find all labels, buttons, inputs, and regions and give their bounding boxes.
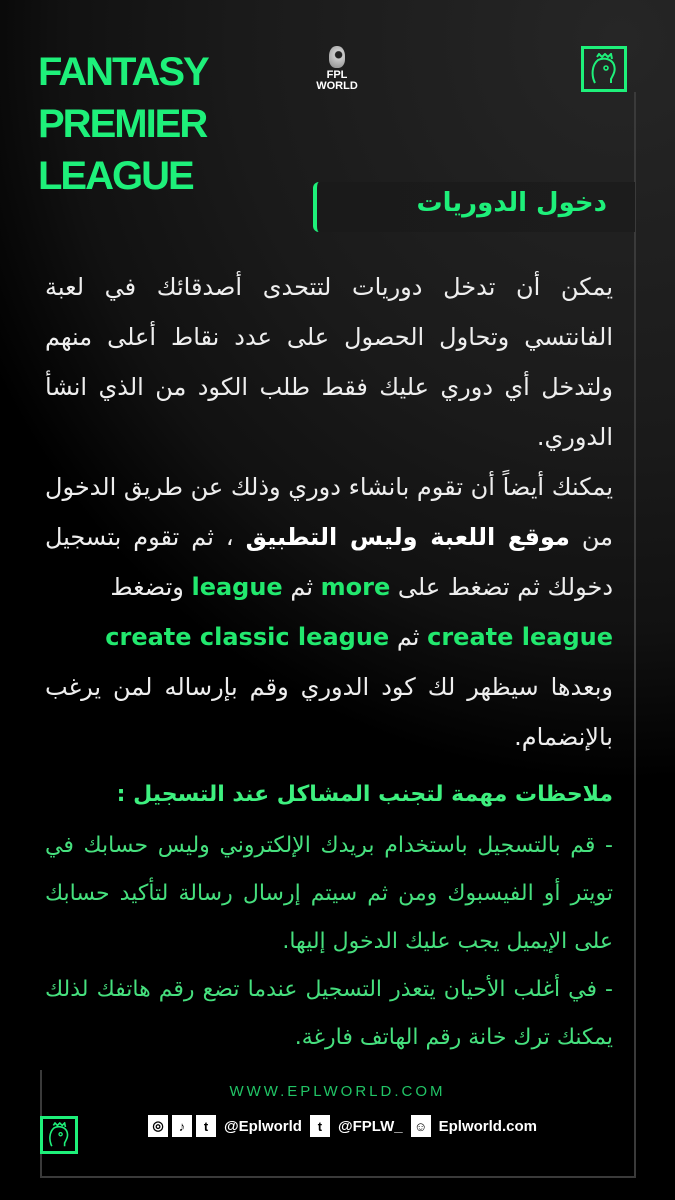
social-handle[interactable]: Eplworld.com: [438, 1117, 537, 1135]
keyword-create-classic-league: create classic league: [105, 623, 390, 651]
social-handle[interactable]: @FPLW_: [337, 1117, 403, 1135]
keyword-create-league: create league: [427, 623, 613, 651]
tiktok-icon[interactable]: ♪: [172, 1115, 192, 1137]
section-title-bar: [313, 182, 635, 232]
section-title: دخول الدوريات: [416, 188, 607, 218]
premier-league-lion-icon: [581, 46, 627, 92]
intro-paragraph: يمكن أن تدخل دوريات لتتحدى أصدقائك في لعبة الفانتسي وتحاول الحصول على عدد نقاط أعلى منهم ولتدخل أي دوري عليك فقط طلب الكود من الذي انشأ الدوري.: [45, 273, 613, 451]
premier-league-lion-icon: [40, 1116, 78, 1154]
text: وتضغط: [110, 573, 192, 601]
note-item: - في أغلب الأحيان يتعذر التسجيل عندما تضع رقم هاتفك لذلك يمكنك ترك خانة رقم الهاتف فارغة.: [45, 977, 613, 1050]
brand-line: PREMIER: [38, 102, 207, 146]
website-url[interactable]: WWW.EPLWORLD.COM: [229, 1083, 446, 1100]
logo-text: FPL: [326, 69, 348, 81]
create-league-paragraph: [45, 462, 613, 762]
text: يمكنك أيضاً أن تقوم بانشاء دوري وذلك عن طريق الدخول من: [45, 473, 613, 551]
keyword-more: more: [320, 573, 391, 601]
logo-text: WORLD: [316, 80, 358, 92]
text: ، ثم تقوم بتسجيل دخولك ثم تضغط على: [45, 523, 613, 601]
frame-line: [40, 1176, 636, 1178]
frame-line: [634, 92, 636, 1178]
snapchat-icon[interactable]: ☺: [411, 1115, 431, 1137]
twitter-icon[interactable]: t: [196, 1115, 216, 1137]
keyword-league: league: [191, 573, 283, 601]
brand-line: LEAGUE: [38, 154, 193, 198]
emphasis-text: موقع اللعبة وليس التطبيق: [245, 523, 570, 551]
instagram-icon[interactable]: ◎: [148, 1115, 168, 1137]
brand-title: [38, 46, 208, 202]
notes-list: [45, 822, 613, 1062]
social-handle[interactable]: @Eplworld: [224, 1117, 302, 1135]
text: وبعدها سيظهر لك كود الدوري وقم بإرساله لمن يرغب بالإنضمام.: [45, 673, 613, 751]
ball-icon: [329, 46, 345, 68]
notes-heading: ملاحظات مهمة لتجنب المشاكل عند التسجيل :: [116, 782, 613, 807]
fpl-world-logo: [312, 46, 362, 92]
brand-line: FANTASY: [38, 50, 208, 94]
text: ثم: [282, 573, 321, 601]
social-links: [148, 1115, 588, 1137]
note-item: - قم بالتسجيل باستخدام بريدك الإلكتروني وليس حسابك في تويتر أو الفيسبوك ومن ثم سيتم إرسال رسالة لتأكيد حسابك على الإيميل يجب عليك الدخول إليها.: [45, 833, 613, 954]
text: ثم: [389, 623, 428, 651]
twitter-icon[interactable]: t: [310, 1115, 330, 1137]
